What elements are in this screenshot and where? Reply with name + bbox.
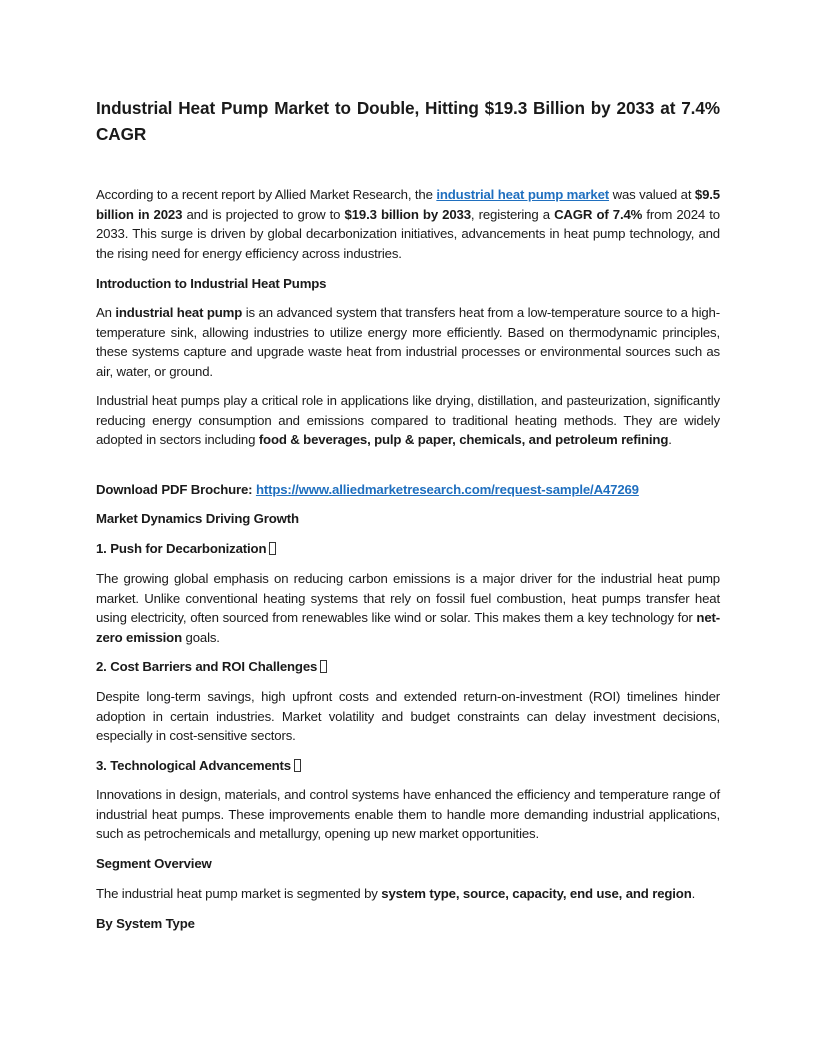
section-heading-segment: Segment Overview bbox=[96, 856, 212, 871]
missing-glyph-icon bbox=[269, 542, 276, 555]
intro-definition-paragraph: An industrial heat pump is an advanced system that transfers heat from a low-temperature source to a high-temperature sink, allowing industries to utilize energy more efficiently. Based on thermodynamic principles, these systems capture and upgrade waste heat from industrial processes or environmental sources such as air, water, or ground. bbox=[96, 305, 720, 379]
section-heading-introduction: Introduction to Industrial Heat Pumps bbox=[96, 276, 327, 291]
dynamics-item-3-heading: 3. Technological Advancements bbox=[96, 756, 301, 776]
dynamics-item-1-heading: 1. Push for Decarbonization bbox=[96, 539, 276, 559]
brochure-line: Download PDF Brochure: https://www.alliedmarketresearch.com/request-sample/A47269 bbox=[96, 482, 639, 497]
market-report-link[interactable]: industrial heat pump market bbox=[436, 187, 610, 202]
intro-applications-paragraph: Industrial heat pumps play a critical role in applications like drying, distillation, and pasteurization, significantly reducing energy consumption and emissions compared to traditional heating methods. They are widely adopted in sectors including food & beverages, pulp & paper, chemicals, and petroleum refining. bbox=[96, 393, 720, 448]
dynamics-item-2-text: Despite long-term savings, high upfront costs and extended return-on-investment (ROI) timelines hinder adoption in certain industries. Market volatility and budget constraints can delay investment decisions, especially in cost-sensitive sectors. bbox=[96, 689, 720, 744]
dynamics-item-1-text: The growing global emphasis on reducing carbon emissions is a major driver for the industrial heat pump market. Unlike conventional heating systems that rely on fossil fuel combustion, heat pumps transfer heat using electricity, often sourced from renewables like wind or solar. This makes them a key technology for net-zero emission goals. bbox=[96, 571, 720, 645]
missing-glyph-icon bbox=[320, 660, 327, 673]
section-heading-dynamics: Market Dynamics Driving Growth bbox=[96, 511, 299, 526]
segment-paragraph: The industrial heat pump market is segmented by system type, source, capacity, end use, and region. bbox=[96, 886, 696, 901]
intro-paragraph: According to a recent report by Allied Market Research, the industrial heat pump market was valued at $9.5 billion in 2023 and is projected to grow to $19.3 billion by 2033, registering a CAGR of 7.4% from 2024 to 2033. This surge is driven by global decarbonization initiatives, advancements in heat pump technology, and the rising need for energy efficiency across industries. bbox=[96, 187, 720, 261]
page-title: Industrial Heat Pump Market to Double, Hitting $19.3 Billion by 2033 at 7.4% CAGR bbox=[96, 98, 720, 144]
dynamics-item-2-heading: 2. Cost Barriers and ROI Challenges bbox=[96, 657, 327, 677]
missing-glyph-icon bbox=[294, 759, 301, 772]
dynamics-item-3-text: Innovations in design, materials, and control systems have enhanced the efficiency and temperature range of industrial heat pumps. These improvements enable them to handle more demanding industrial applications, such as petrochemicals and metallurgy, opening up new market opportunities. bbox=[96, 787, 720, 842]
brochure-link[interactable]: https://www.alliedmarketresearch.com/request-sample/A47269 bbox=[255, 482, 639, 497]
subheading-system-type: By System Type bbox=[96, 916, 195, 931]
